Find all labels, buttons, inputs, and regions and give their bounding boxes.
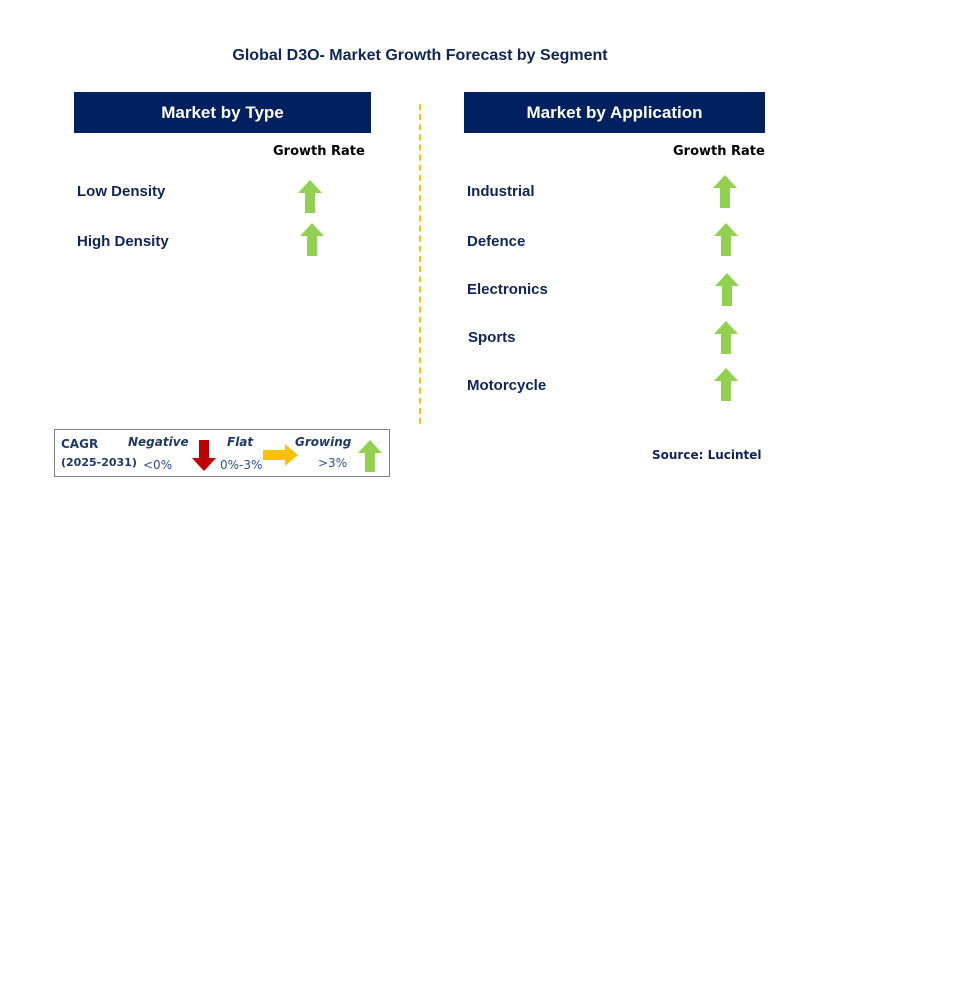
segment-label-sports: Sports — [468, 329, 516, 346]
page-title: Global D3O- Market Growth Forecast by Segment — [232, 47, 608, 64]
up-arrow-icon — [358, 440, 382, 477]
legend-growing-range: >3% — [318, 456, 348, 470]
segment-label-high-density: High Density — [77, 233, 169, 250]
cagr-legend — [54, 429, 390, 477]
up-arrow-icon — [300, 223, 324, 256]
segment-label-industrial: Industrial — [467, 183, 535, 200]
panel-divider — [419, 104, 421, 424]
source-label: Source: Lucintel — [652, 448, 762, 462]
up-arrow-icon — [713, 175, 737, 208]
application-growth-rate-label: Growth Rate — [673, 144, 765, 159]
down-arrow-icon — [192, 440, 216, 476]
legend-period: (2025-2031) — [61, 456, 137, 469]
up-arrow-icon — [714, 223, 738, 256]
legend-flat-range: 0%-3% — [220, 458, 263, 472]
legend-flat-label: Flat — [227, 435, 254, 449]
type-growth-rate-label: Growth Rate — [273, 144, 365, 159]
up-arrow-icon — [715, 273, 739, 306]
up-arrow-icon — [298, 180, 322, 213]
type-panel-header: Market by Type — [74, 92, 371, 133]
legend-cagr-label: CAGR — [61, 437, 99, 451]
legend-negative-label: Negative — [128, 435, 189, 449]
segment-label-motorcycle: Motorcycle — [467, 377, 547, 394]
segment-label-defence: Defence — [467, 233, 526, 250]
segment-label-electronics: Electronics — [467, 281, 548, 298]
segment-label-low-density: Low Density — [77, 183, 166, 200]
up-arrow-icon — [714, 368, 738, 401]
legend-negative-range: <0% — [143, 458, 173, 472]
up-arrow-icon — [714, 321, 738, 354]
application-panel-header: Market by Application — [464, 92, 765, 133]
right-arrow-icon — [263, 444, 298, 471]
legend-growing-label: Growing — [295, 435, 352, 449]
